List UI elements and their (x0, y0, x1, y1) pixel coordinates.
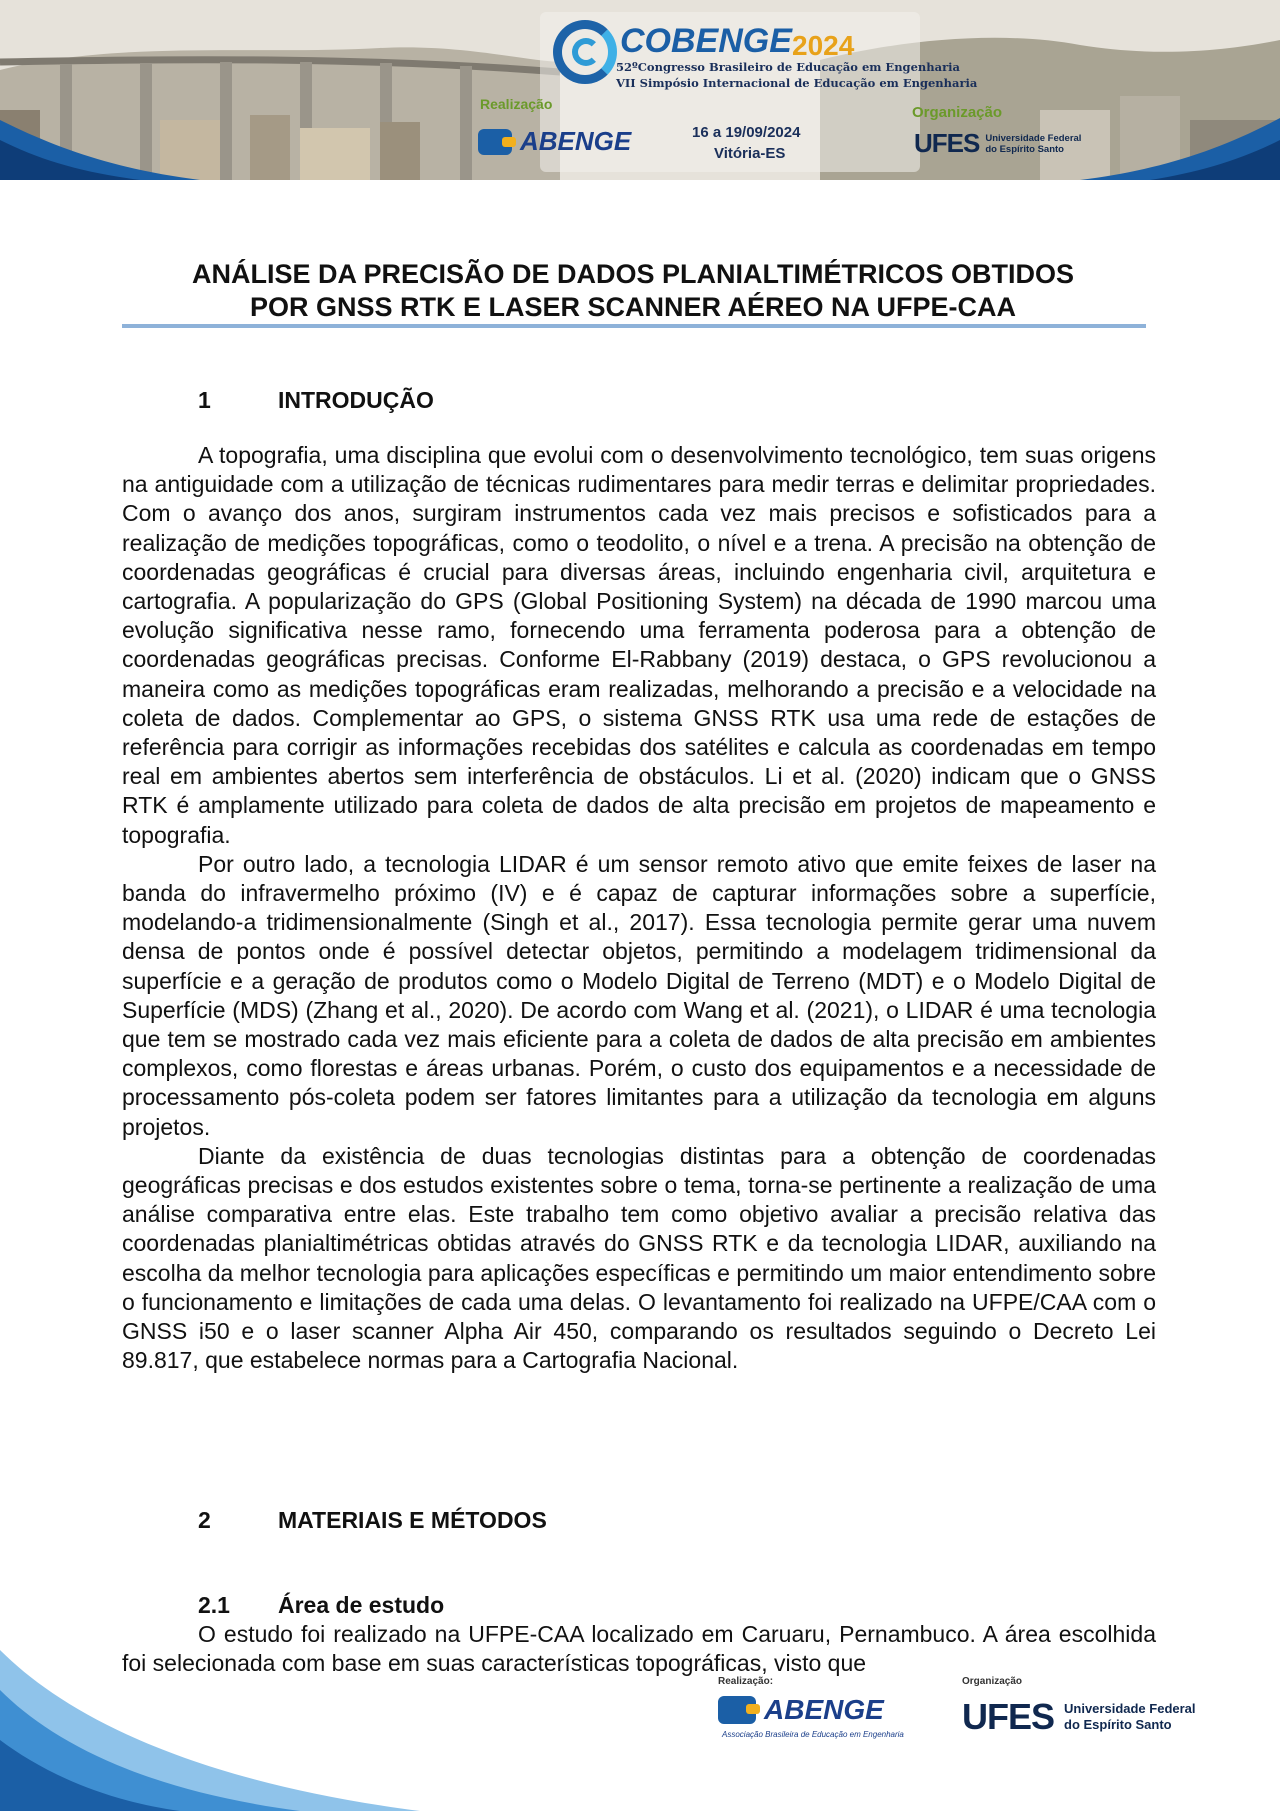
paper-title-line-2: POR GNSS RTK E LASER SCANNER AÉREO NA UFPE-CAA (249, 292, 1017, 322)
title-underline (122, 324, 1146, 328)
abenge-logo-word: ABENGE (764, 1694, 884, 1725)
abenge-subtitle: Associação Brasileira de Educação em Engenharia (722, 1730, 904, 1739)
ufes-name-line-1: Universidade Federal (985, 132, 1082, 144)
ufes-mark: UFES (914, 128, 980, 158)
intro-paragraph-3: Diante da existência de duas tecnologias distintas para a obtenção de coordenadas geográficas precisas e dos estudos existentes sobre o tema, torna-se pertinente a realização de uma análise comparativa entre elas. Este trabalho tem como objetivo avaliar a precisão relativa das coordenadas planialtimétricas obtidas através do GNSS RTK e da tecnologia LIDAR, auxiliando na escolha da melhor tecnologia para aplicações específicas e permitindo um maior entendimento sobre o funcionamento e limitações de cada uma delas. O levantamento foi realizado na UFPE/CAA com o GNSS i50 e o laser scanner Alpha Air 450, comparando os resultados seguindo o Decreto Lei 89.817, que estabelece normas para a Cartografia Nacional. (122, 1142, 1156, 1374)
subsection-heading-area (198, 1592, 444, 1619)
cobenge-logo-year: 2024 (792, 30, 855, 61)
abenge-mark-icon (718, 1696, 756, 1724)
paper-title (122, 258, 1144, 324)
congress-line-1: 52ºCongresso Brasileiro de Educação em Engenharia (616, 60, 960, 74)
subsection-number: 2.1 (198, 1592, 230, 1618)
cobenge-logo-word: COBENGE (620, 22, 792, 60)
intro-paragraph-2: Por outro lado, a tecnologia LIDAR é um sensor remoto ativo que emite feixes de laser na banda do infravermelho próximo (IV) e é capaz de capturar informações sobre a superfície, modelando-a tridimensionalmente (Singh et al., 2017). Essa tecnologia permite gerar uma nuvem densa de pontos onde é possível detectar objetos, permitindo a modelagem tridimensional da superfície e a geração de produtos como o Modelo Digital de Terreno (MDT) e o Modelo Digital de Superfície (MDS) (Zhang et al., 2020). De acordo com Wang et al. (2021), o LIDAR é uma tecnologia que tem se mostrado cada vez mais eficiente para a coleta de dados de alta precisão em ambientes complexos, como florestas e áreas urbanas. Porém, o custo dos equipamentos e a necessidade de processamento pós-coleta podem ser fatores limitantes para a utilização da tecnologia em alguns projetos. (122, 850, 1156, 1140)
ufes-name-line-2: do Espírito Santo (985, 143, 1064, 155)
footer-abenge-logo (718, 1694, 884, 1726)
event-place: Vitória-ES (714, 145, 786, 162)
abenge-logo-word: ABENGE (520, 126, 632, 156)
section-number: 1 (198, 387, 211, 413)
subsection-title: Área de estudo (278, 1592, 445, 1618)
footer-ufes-logo (962, 1696, 1196, 1738)
abenge-logo (478, 126, 631, 157)
footer-organizacao-label: Organização (962, 1676, 1023, 1687)
event-dates: 16 a 19/09/2024 (692, 124, 801, 141)
introduction-body (122, 441, 1156, 1376)
section-title: MATERIAIS E MÉTODOS (278, 1507, 547, 1533)
ufes-logo (914, 128, 1081, 159)
footer-realizacao-label: Realização: (718, 1676, 774, 1687)
ufes-name (985, 133, 1081, 155)
cobenge-logo-c-icon (572, 38, 600, 66)
abenge-mark-icon (478, 129, 512, 155)
section-heading-introducao (198, 387, 434, 414)
section-title: INTRODUÇÃO (278, 387, 434, 413)
section-number: 2 (198, 1507, 211, 1533)
organizacao-label: Organização (912, 104, 1003, 121)
section-heading-materiais (198, 1507, 547, 1534)
study-area-paragraph: O estudo foi realizado na UFPE-CAA localizado em Caruaru, Pernambuco. A área escolhida foi selecionada com base em suas características topográficas, visto que (122, 1621, 1156, 1677)
paper-title-line-1: ANÁLISE DA PRECISÃO DE DADOS PLANIALTIMÉTRICOS OBTIDOS (191, 259, 1075, 289)
ufes-name-line-1: Universidade Federal (1064, 1701, 1196, 1716)
realizacao-label: Realização (480, 96, 553, 112)
congress-line-2: VII Simpósio Internacional de Educação em Engenharia (616, 76, 978, 90)
ufes-name-line-2: do Espírito Santo (1064, 1717, 1172, 1732)
ufes-name (1064, 1701, 1196, 1733)
ufes-mark: UFES (962, 1696, 1055, 1737)
intro-paragraph-1: A topografia, uma disciplina que evolui com o desenvolvimento tecnológico, tem suas origens na antiguidade com a utilização de técnicas rudimentares para medir terras e delimitar propriedades. Com o avanço dos anos, surgiram instrumentos cada vez mais precisos e sofisticados para a realização de medições topográficas, como o teodolito, o nível e a trena. A precisão na obtenção de coordenadas geográficas é crucial para diversas áreas, incluindo engenharia civil, arquitetura e cartografia. A popularização do GPS (Global Positioning System) na década de 1990 marcou uma evolução significativa nesse ramo, fornecendo uma ferramenta poderosa para a obtenção de coordenadas geográficas precisas. Conforme El-Rabbany (2019) destaca, o GPS revolucionou a maneira como as medições topográficas eram realizadas, melhorando a precisão e a velocidade na coleta de dados. Complementar ao GPS, o sistema GNSS RTK usa uma rede de estações de referência para corrigir as informações recebidas dos satélites e calcula as coordenadas em tempo real em ambientes abertos sem interferência de obstáculos. Li et al. (2020) indicam que o GNSS RTK é amplamente utilizado para coleta de dados de alta precisão em projetos de mapeamento e topografia. (122, 442, 1156, 848)
conference-banner (0, 0, 1280, 180)
footer-wave-graphic (0, 1650, 420, 1811)
